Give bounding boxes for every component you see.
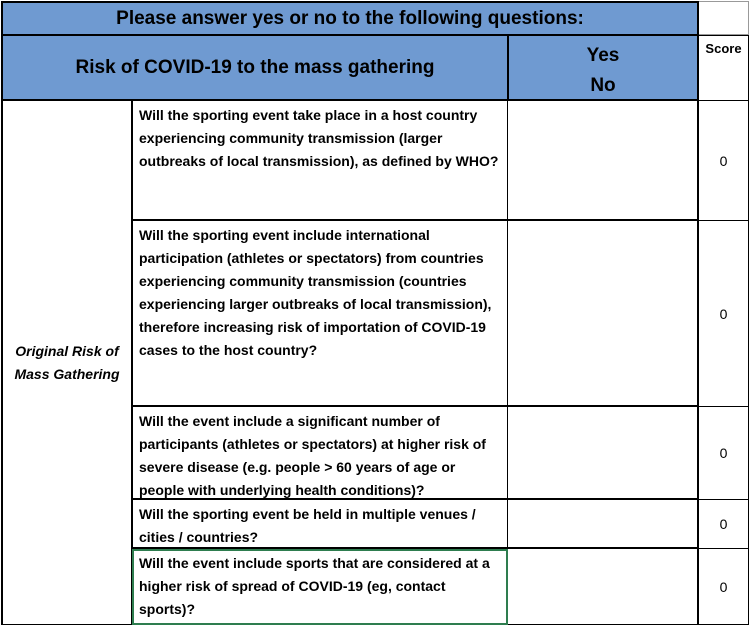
answer-3-cell[interactable] [508,407,699,500]
yes-no-heading-cell[interactable] [508,35,699,101]
score-3-value: 0 [719,445,728,461]
score-1-cell[interactable] [699,101,749,221]
score-2-value: 0 [719,305,728,322]
question-5-cell[interactable] [132,549,508,625]
question-2-cell[interactable] [132,221,508,407]
score-1-value: 0 [719,152,728,169]
question-4-text: Will the sporting event be held in multiple venues / cities / countries? [139,506,476,545]
score-3-cell[interactable] [699,407,749,500]
risk-heading-cell[interactable] [1,35,508,101]
score-4-cell[interactable] [699,500,749,549]
score-heading-cell[interactable] [699,35,749,101]
question-5-text: Will the event include sports that are considered at a higher risk of spread of COVID-19 (eg, contact sports)? [139,555,490,617]
question-3-cell[interactable] [132,407,508,500]
yes-label: Yes [586,45,620,66]
score-5-cell[interactable] [699,549,749,625]
answer-5-cell[interactable] [508,549,699,625]
score-4-value: 0 [719,516,728,532]
sheet-title-text: Please answer yes or no to the following questions: [116,7,584,29]
no-label: No [590,75,616,96]
risk-heading-text: Risk of COVID-19 to the mass gathering [75,56,435,78]
answer-4-cell[interactable] [508,500,699,549]
section-label-text: Original Risk of Mass Gathering [14,342,120,382]
question-3-text: Will the event include a significant number of participants (athletes or spectators) at higher risk of severe disease (e.g. people > 60 years of age or people with underlying health conditions)? [139,413,486,498]
question-1-cell[interactable] [132,101,508,221]
score-2-cell[interactable] [699,221,749,407]
section-label-cell[interactable] [1,101,132,625]
question-1-text: Will the sporting event take place in a host country experiencing community transmission (larger outbreaks of local transmission), as defined by WHO? [139,107,499,169]
answer-1-cell[interactable] [508,101,699,221]
answer-2-cell[interactable] [508,221,699,407]
question-4-cell[interactable] [132,500,508,549]
question-2-text: Will the sporting event include international participation (athletes or spectators) from countries experiencing community transmission (countries experiencing larger outbreaks of local transmission), therefore increasing risk of importation of COVID-19 cases to the host country? [139,227,492,358]
sheet-title[interactable] [1,1,699,35]
title-right-cell[interactable] [699,1,749,35]
score-5-value: 0 [719,578,728,595]
score-heading-text: Score [705,41,742,56]
